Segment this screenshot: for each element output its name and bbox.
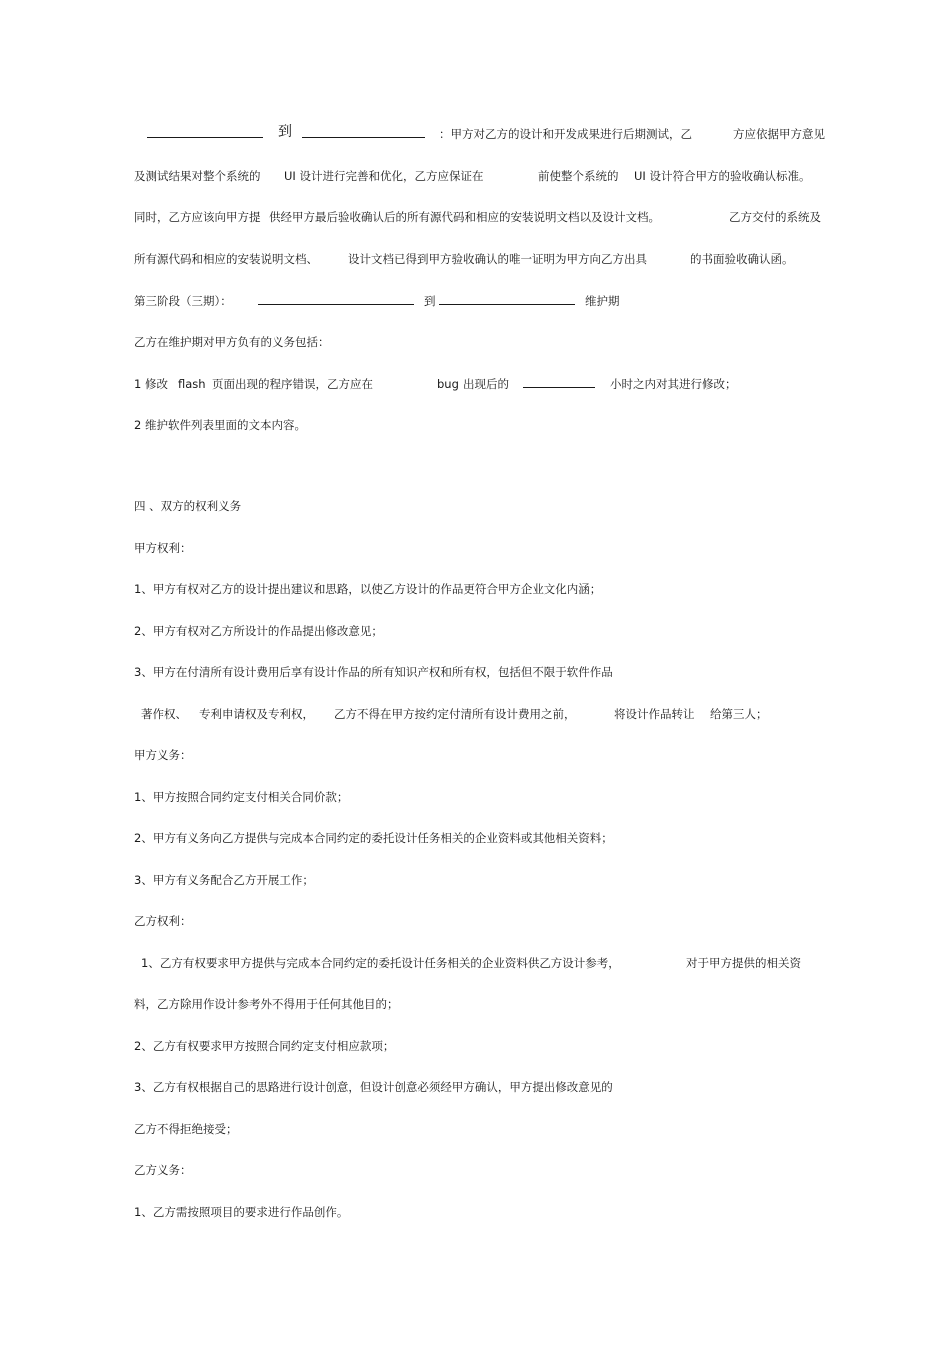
text-segment: 四 、双方的权利义务 — [134, 499, 242, 513]
text-segment: 2、甲方有权对乙方所设计的作品提出修改意见； — [134, 624, 383, 638]
text-segment: 乙方权利： — [134, 914, 192, 928]
text-segment: 对于甲方提供的相关资 — [686, 956, 801, 970]
text-segment: 页面出现的程序错误，乙方应在 — [212, 377, 373, 391]
text-segment: 乙方义务： — [134, 1163, 192, 1177]
text-segment: flash — [178, 377, 206, 391]
fill-blank — [258, 293, 414, 305]
text-segment: 1 修改 — [134, 377, 168, 391]
text-segment: 3、乙方有权根据自己的思路进行设计创意，但设计创意必须经甲方确认，甲方提出修改意见的 — [134, 1080, 613, 1094]
fill-blank — [439, 293, 575, 305]
text-segment: bug — [437, 377, 459, 391]
text-segment: 1、甲方有权对乙方的设计提出建议和思路，以使乙方设计的作品更符合甲方企业文化内涵； — [134, 582, 602, 596]
text-segment: 设计文档已得到甲方验收确认的唯一证明为甲方向乙方出具 — [348, 252, 647, 266]
text-segment: 所有源代码和相应的安装说明文档、 — [134, 252, 318, 266]
text-segment: 出现后的 — [463, 377, 509, 391]
fill-blank — [147, 126, 263, 138]
text-segment: UI 设计符合甲方的验收确认标准。 — [634, 169, 811, 183]
text-segment: 料，乙方除用作设计参考外不得用于任何其他目的； — [134, 997, 399, 1011]
text-segment: 2 维护软件列表里面的文本内容。 — [134, 418, 306, 432]
text-segment: 前使整个系统的 — [538, 169, 619, 183]
text-segment: 1、甲方按照合同约定支付相关合同价款； — [134, 790, 349, 804]
text-segment: 方应依据甲方意见 — [733, 127, 825, 141]
text-segment: 同时，乙方应该向甲方提 — [134, 210, 261, 224]
text-segment: 给第三人； — [710, 707, 768, 721]
text-segment: 将设计作品转让 — [614, 707, 695, 721]
text-segment: 1、乙方需按照项目的要求进行作品创作。 — [134, 1205, 349, 1219]
text-segment: 乙方不得拒绝接受； — [134, 1122, 238, 1136]
text-segment: 供经甲方最后验收确认后的所有源代码和相应的安装说明文档以及设计文档。 — [269, 210, 660, 224]
fill-blank — [523, 376, 595, 388]
text-segment: 2、乙方有权要求甲方按照合同约定支付相应款项； — [134, 1039, 395, 1053]
text-segment: 到 — [278, 124, 292, 140]
text-segment: 3、甲方有义务配合乙方开展工作； — [134, 873, 314, 887]
fill-blank — [302, 126, 425, 138]
text-segment: 专利申请权及专利权， — [199, 707, 314, 721]
text-segment: 的书面验收确认函。 — [690, 252, 794, 266]
text-segment: 乙方交付的系统及 — [729, 210, 821, 224]
text-segment: 维护期 — [585, 294, 620, 308]
text-segment: 及测试结果对整个系统的 — [134, 169, 261, 183]
text-segment: 甲方义务： — [134, 748, 192, 762]
text-segment: 乙方不得在甲方按约定付清所有设计费用之前， — [334, 707, 576, 721]
text-segment: 第三阶段（三期）： — [134, 294, 232, 308]
text-segment: ：甲方对乙方的设计和开发成果进行后期测试，乙 — [439, 127, 692, 141]
text-segment: 甲方权利： — [134, 541, 192, 555]
text-segment: 1、乙方有权要求甲方提供与完成本合同约定的委托设计任务相关的企业资料供乙方设计参考， — [141, 956, 620, 970]
text-segment: UI 设计进行完善和优化，乙方应保证在 — [284, 169, 484, 183]
text-segment: 小时之内对其进行修改； — [610, 377, 737, 391]
text-segment: 乙方在维护期对甲方负有的义务包括： — [134, 335, 330, 349]
text-segment: 到 — [424, 294, 436, 308]
text-segment: 著作权、 — [141, 707, 187, 721]
text-segment: 2、甲方有义务向乙方提供与完成本合同约定的委托设计任务相关的企业资料或其他相关资料； — [134, 831, 613, 845]
text-segment: 3、甲方在付清所有设计费用后享有设计作品的所有知识产权和所有权，包括但不限于软件作品 — [134, 665, 613, 679]
